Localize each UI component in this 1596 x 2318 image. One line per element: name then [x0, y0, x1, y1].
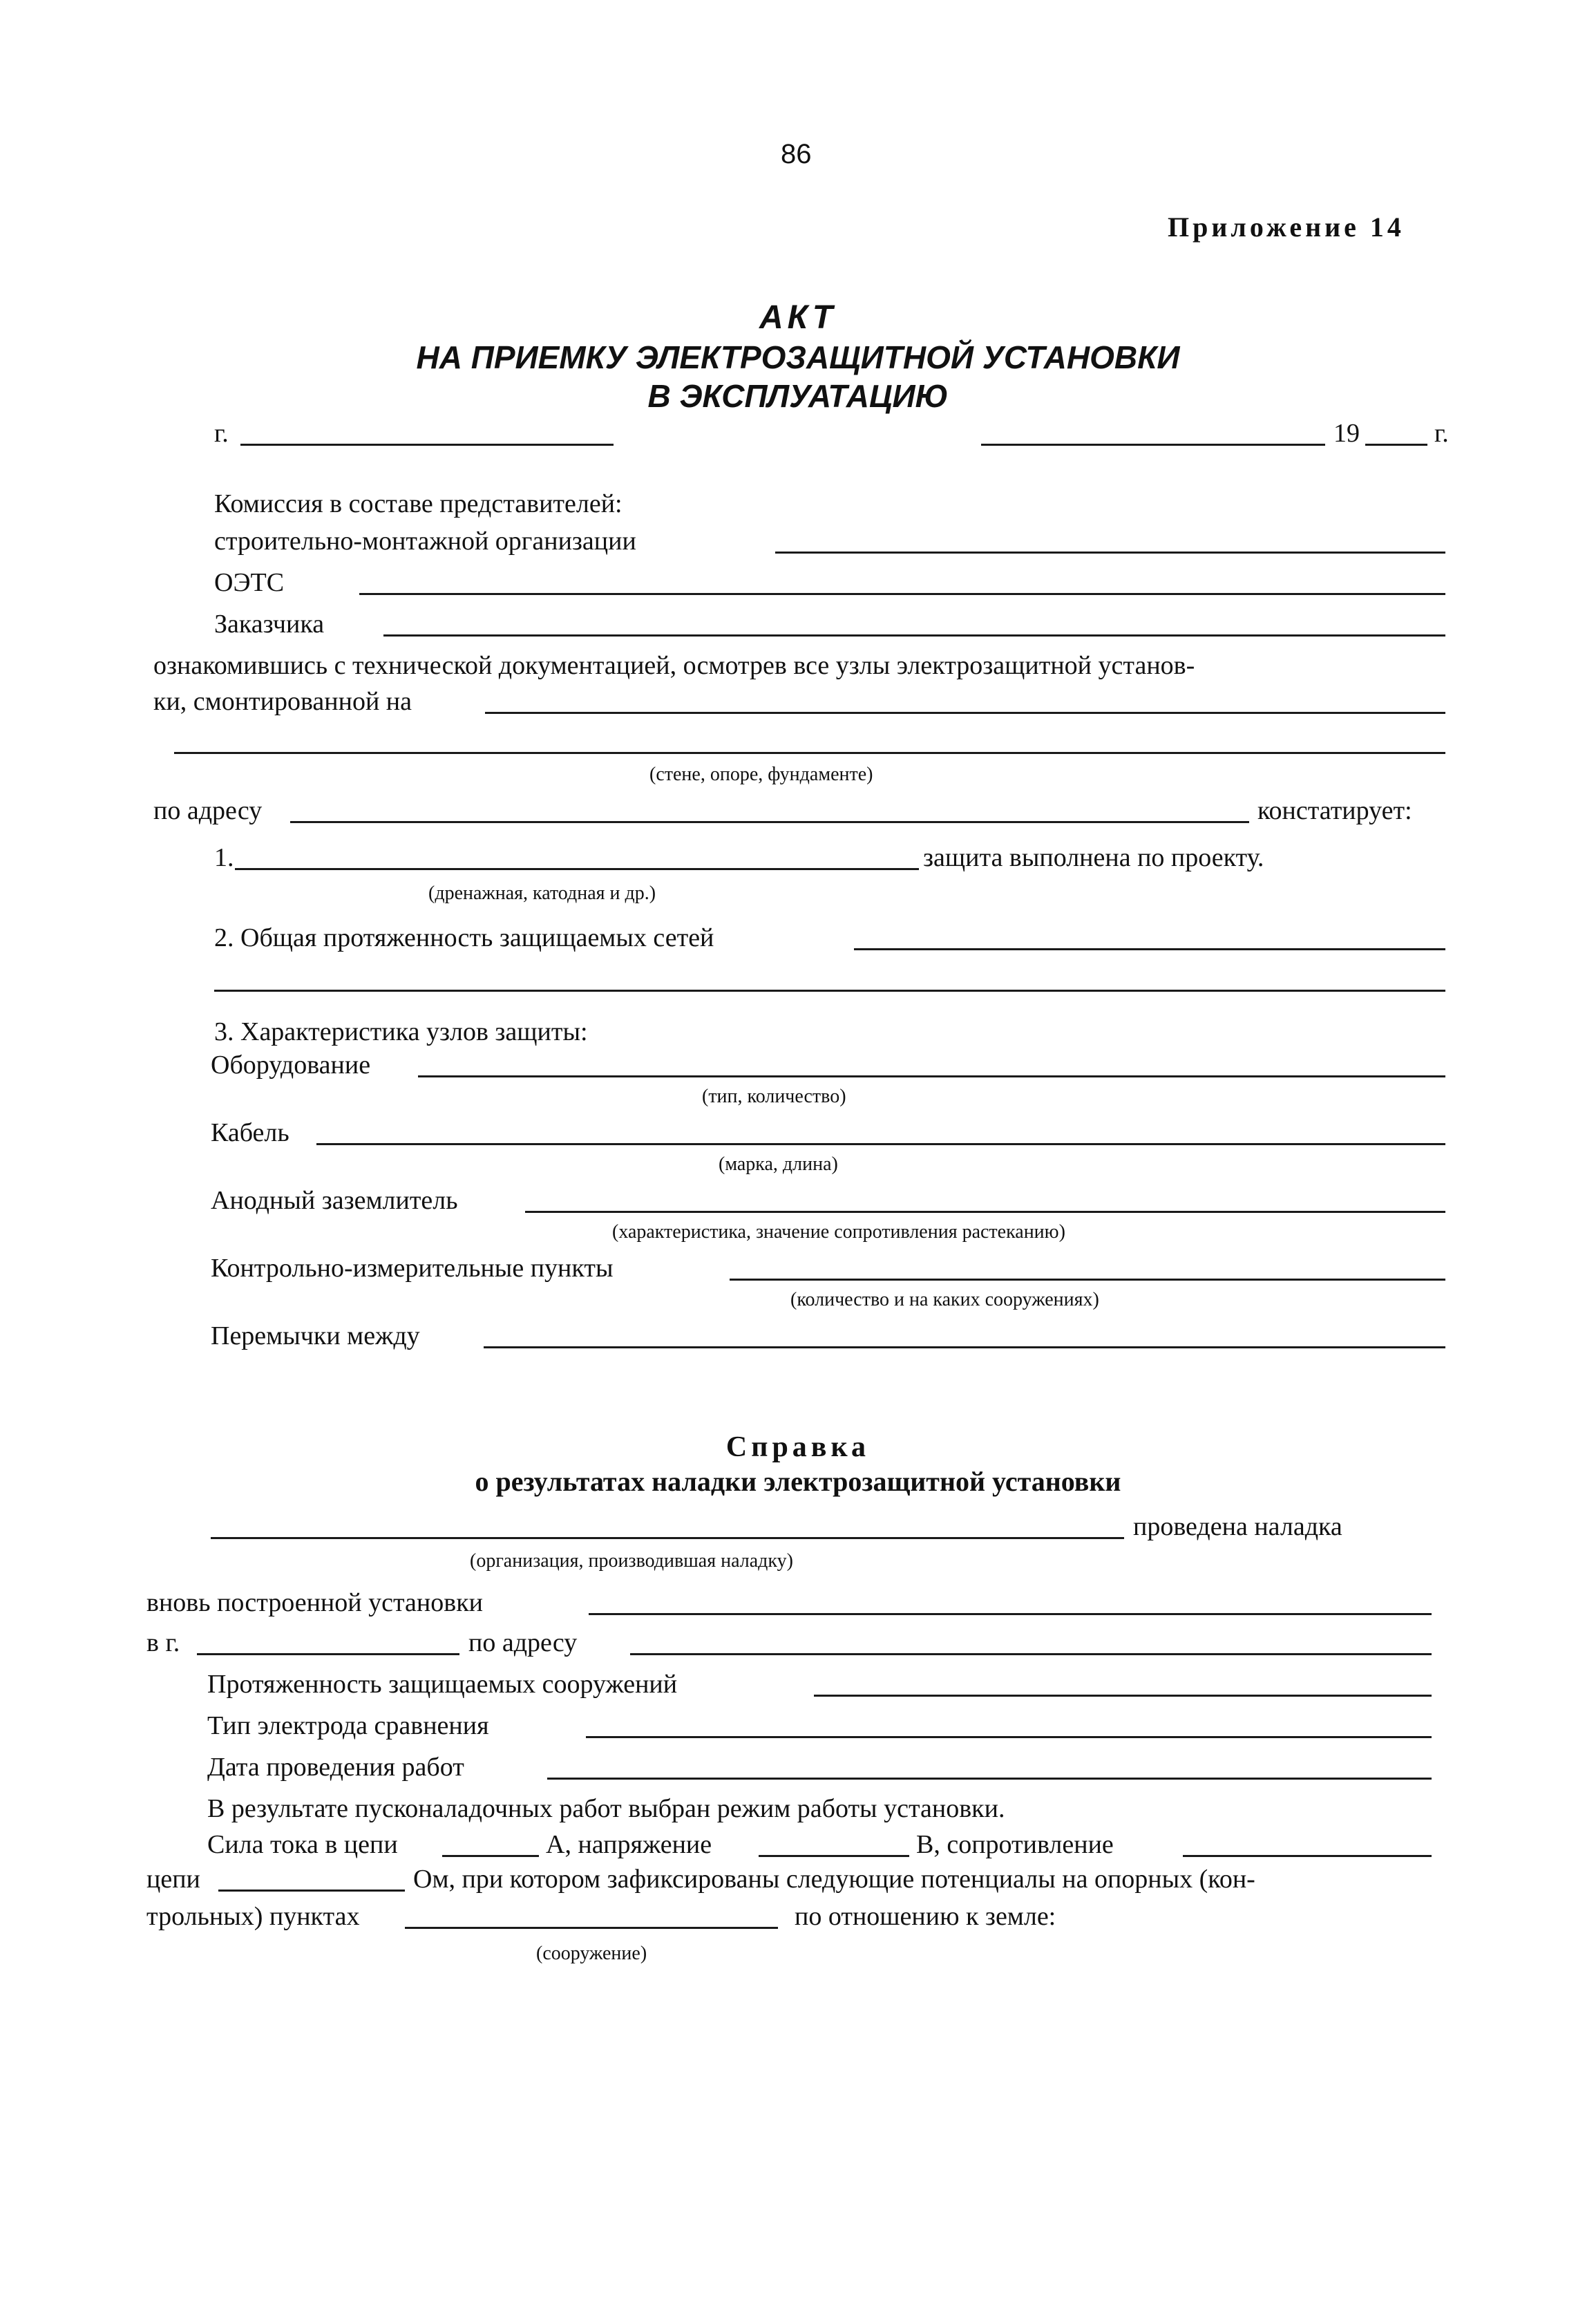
item3-text: 3. Характеристика узлов защиты:	[214, 1017, 588, 1046]
circuit-field[interactable]	[218, 1890, 405, 1892]
org-field[interactable]	[775, 552, 1445, 554]
circuit-label: цепи	[146, 1865, 200, 1894]
caption-org: (организация, производившая наладку)	[470, 1550, 793, 1572]
structure-field[interactable]	[405, 1927, 778, 1929]
act-title-line2: НА ПРИЕМКУ ЭЛЕКТРОЗАЩИТНОЙ УСТАНОВКИ	[416, 339, 1180, 375]
reference-title: Справка	[725, 1431, 871, 1463]
equipment-field[interactable]	[418, 1075, 1445, 1077]
item2-text: 2. Общая протяженность защищаемых сетей	[214, 923, 714, 952]
points-label: трольных) пунктах	[146, 1902, 360, 1931]
network-length-field[interactable]	[854, 948, 1445, 950]
mount-field-cont[interactable]	[174, 752, 1445, 754]
protection-type-field[interactable]	[235, 868, 919, 870]
city-prefix: г.	[214, 419, 229, 448]
cable-label: Кабель	[211, 1118, 289, 1147]
oets-field[interactable]	[359, 593, 1445, 595]
commission-text: Комиссия в составе представителей:	[214, 489, 623, 518]
customer-label: Заказчика	[214, 610, 325, 639]
jumpers-field[interactable]	[484, 1346, 1445, 1348]
jumpers-label: Перемычки между	[211, 1321, 420, 1350]
oets-label: ОЭТС	[214, 568, 285, 597]
customer-field[interactable]	[383, 634, 1445, 637]
cable-field[interactable]	[316, 1143, 1445, 1145]
caption-structure: (сооружение)	[536, 1943, 647, 1964]
result-text: В результате пусконаладочных работ выбран режим работы установки.	[207, 1794, 1005, 1823]
page-number: 86	[781, 139, 812, 169]
ref-address-field[interactable]	[630, 1653, 1432, 1655]
adjust-done-text: проведена наладка	[1133, 1512, 1342, 1541]
work-date-field[interactable]	[547, 1778, 1432, 1780]
date-label: Дата проведения работ	[207, 1753, 464, 1782]
ref-city-field[interactable]	[197, 1653, 459, 1655]
amp-label: А, напряжение	[546, 1830, 712, 1859]
year-suffix: г.	[1434, 419, 1449, 448]
mount-field[interactable]	[485, 712, 1445, 714]
new-install-label: вновь построенной установки	[146, 1588, 483, 1617]
ref-address-label: по адресу	[468, 1628, 578, 1657]
city-field[interactable]	[240, 444, 614, 446]
year-field[interactable]	[1365, 444, 1427, 446]
in-city-label: в г.	[146, 1628, 180, 1657]
states-label: констатирует:	[1257, 796, 1412, 825]
network-length-field-cont[interactable]	[214, 990, 1445, 992]
voltage-field[interactable]	[759, 1855, 909, 1857]
act-title: АКТ	[759, 299, 837, 336]
caption-equipment: (тип, количество)	[702, 1086, 846, 1107]
electrode-field[interactable]	[586, 1736, 1432, 1738]
intro-text-line2: ки, смонтированной на	[153, 687, 412, 716]
appendix-label: Приложение 14	[1168, 211, 1405, 243]
year-prefix: 19	[1333, 419, 1360, 448]
item1-number: 1.	[214, 843, 234, 872]
caption-kip: (количество и на каких сооружениях)	[790, 1289, 1099, 1310]
adjusting-org-field[interactable]	[211, 1537, 1124, 1539]
ohm-text: Ом, при котором зафиксированы следующие потенциалы на опорных (кон-	[413, 1865, 1255, 1894]
current-field[interactable]	[442, 1855, 539, 1857]
kip-field[interactable]	[730, 1279, 1445, 1281]
new-install-field[interactable]	[589, 1613, 1432, 1615]
ground-text: по отношению к земле:	[795, 1902, 1056, 1931]
reference-subtitle: о результатах наладки электрозащитной установки	[475, 1466, 1121, 1497]
caption-protection: (дренажная, катодная и др.)	[428, 883, 656, 904]
intro-text-line1: ознакомившись с технической документацией, осмотрев все узлы электрозащитной установ-	[153, 651, 1195, 680]
caption-mount: (стене, опоре, фундаменте)	[649, 764, 873, 785]
address-field[interactable]	[290, 821, 1249, 823]
caption-cable: (марка, длина)	[719, 1153, 838, 1175]
date-field[interactable]	[981, 444, 1325, 446]
address-label: по адресу	[153, 796, 263, 825]
volt-label: В, сопротивление	[916, 1830, 1114, 1859]
equipment-label: Оборудование	[211, 1050, 371, 1080]
kip-label: Контрольно-измерительные пункты	[211, 1254, 614, 1283]
anode-label: Анодный заземлитель	[211, 1186, 458, 1215]
anode-field[interactable]	[525, 1211, 1445, 1213]
org-label: строительно-монтажной организации	[214, 527, 636, 556]
act-title-line3: В ЭКСПЛУАТАЦИЮ	[647, 378, 949, 414]
length-field[interactable]	[814, 1695, 1432, 1697]
length-label: Протяженность защищаемых сооружений	[207, 1670, 678, 1699]
electrode-label: Тип электрода сравнения	[207, 1711, 489, 1740]
resistance-field[interactable]	[1183, 1855, 1432, 1857]
current-label: Сила тока в цепи	[207, 1830, 398, 1859]
caption-anode: (характеристика, значение сопротивления растеканию)	[612, 1221, 1065, 1243]
item1-text: защита выполнена по проекту.	[923, 843, 1264, 872]
